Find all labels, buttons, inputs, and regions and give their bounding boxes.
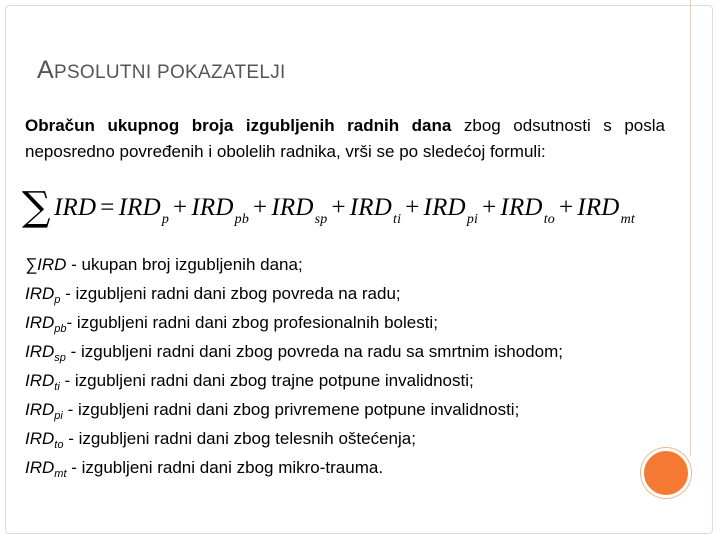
definition-text: - izgubljeni radni dani zbog mikro-trauma. [66,458,384,477]
formula-plus: + [253,194,268,221]
definition-symbol: $IRD_p$ [25,284,61,306]
definition-symbol: $IRD_{pi}$ [25,400,63,422]
formula-plus: + [173,194,188,221]
definition-text: - izgubljeni radni dani zbog povreda na radu; [60,284,401,303]
definition-item [25,281,685,310]
formula-term: $IRD_p$ [118,194,170,227]
definition-text: - izgubljeni radni dani zbog telesnih oštećenja; [63,429,416,448]
definition-symbol: $IRD_{mt}$ [25,458,67,480]
definition-item [25,310,685,339]
formula-term: $IRD_{pi}$ [423,194,479,227]
formula-plus: + [482,194,497,221]
formula-plus: + [558,194,574,221]
definition-item [25,252,685,281]
formula [22,184,687,238]
definition-text: - izgubljeni radni dani zbog trajne potpune invalidnosti; [59,371,474,390]
decorative-vertical-rule [690,0,691,455]
definition-symbol: ∑IRD [25,255,67,274]
definition-item [25,426,685,455]
formula-lhs: IRD [54,194,97,221]
formula-plus: + [405,194,420,221]
formula-term: $IRD_{mt}$ [577,194,635,227]
definition-symbol: $IRD_{sp}$ [25,342,66,364]
definition-item [25,368,685,397]
intro-text: zbog odsutnosti s posla neposredno povređenih i obolelih radnika, vrši se po sledećoj formuli: [25,116,665,161]
slide-title [37,56,286,85]
definition-item [25,455,685,484]
formula-term: $IRD_{to}$ [500,194,555,227]
sigma-symbol: ∑ [22,184,51,230]
definition-symbol: $IRD_{to}$ [25,429,64,451]
title-initial: A [37,56,54,84]
definition-item [25,339,685,368]
formula-plus: + [331,194,346,221]
definition-symbol: $IRD_{pb}$ [25,313,67,335]
formula-term: $IRD_{sp}$ [271,194,328,227]
definition-text: - ukupan broj izgubljenih dana; [66,255,303,274]
title-rest: PSOLUTNI POKAZATELJI [53,62,286,83]
definition-text: - izgubljeni radni dani zbog profesionalnih bolesti; [66,313,438,332]
intro-paragraph [25,113,665,165]
intro-bold-text: Obračun ukupnog broja izgubljenih radnih dana [25,116,452,135]
formula-equals: = [100,194,115,221]
formula-term: $IRD_{pb}$ [191,194,250,227]
definition-text: - izgubljeni radni dani zbog privremene potpune invalidnosti; [62,400,520,419]
definition-text: - izgubljeni radni dani zbog povreda na radu sa smrtnim ishodom; [65,342,563,361]
formula-expression [54,194,635,228]
formula-term: $IRD_{ti}$ [349,194,402,227]
definition-symbol: $IRD_{ti}$ [25,371,60,393]
decorative-orange-circle [641,448,691,498]
definition-item [25,397,685,426]
definition-list [25,252,685,484]
